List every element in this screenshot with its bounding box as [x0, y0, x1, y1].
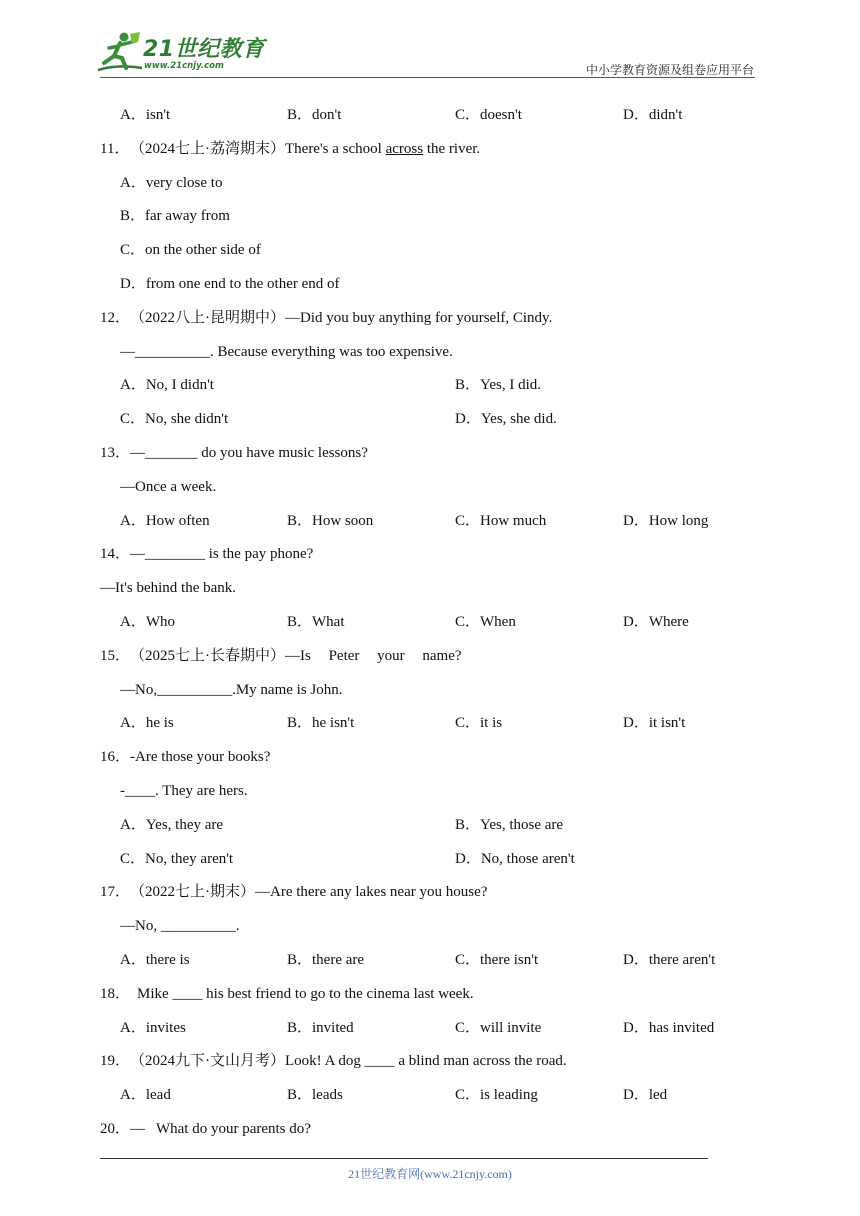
q11-option-a[interactable]: A．very close to: [120, 174, 223, 191]
q16-number: 16．: [100, 749, 131, 766]
q15-answer-line: [120, 674, 343, 708]
q14-option-b[interactable]: B．What: [287, 613, 345, 630]
q17-option-d[interactable]: D．there aren't: [623, 951, 716, 968]
q15-option-b[interactable]: B．he isn't: [287, 715, 355, 732]
q16-stem: [0, 741, 860, 775]
q18-option-c[interactable]: C．will invite: [455, 1019, 542, 1036]
q15-number: 15．: [100, 647, 131, 664]
q13-option-b[interactable]: B．How soon: [287, 512, 374, 529]
q18-options: [0, 1012, 860, 1046]
q11-underlined-word: across: [385, 140, 424, 157]
q12-options-row2: [0, 403, 860, 437]
q12-stem: [0, 302, 860, 336]
header-divider: [100, 77, 755, 78]
q15-line2: [0, 674, 860, 708]
q18-option-a[interactable]: A．invites: [120, 1019, 186, 1036]
q19-option-c[interactable]: C．is leading: [455, 1087, 538, 1104]
q19-options: [0, 1079, 860, 1113]
q10-option-c[interactable]: C．doesn't: [455, 107, 522, 123]
q14-text: —________ is the pay phone?: [130, 546, 314, 563]
q15-answer-blank: __________: [157, 681, 233, 698]
q11-text-prefix: （2024七上·荔湾期末）There's a school: [130, 140, 386, 157]
q15-option-c[interactable]: C．it is: [455, 715, 503, 732]
q10-option-b[interactable]: B．don't: [287, 107, 342, 123]
logo-text: 21世纪教育: [143, 37, 265, 62]
q18-text: Mike ____ his best friend to go to the cinema last week.: [137, 985, 474, 1002]
q11-option-b[interactable]: B．far away from: [120, 208, 230, 225]
q12-text: （2022八上·昆明期中）—Did you buy anything for yourself, Cindy.: [130, 309, 553, 326]
q13-stem: [0, 437, 860, 471]
q17-option-b[interactable]: B．there are: [287, 951, 365, 968]
q15-option-a[interactable]: A．he is: [120, 715, 174, 732]
q13-number: 13．: [100, 444, 131, 461]
q15-text: （2025七上·长春期中）—Is Peter your name?: [130, 647, 462, 664]
q19-stem: [0, 1045, 860, 1079]
page-header: [0, 0, 860, 80]
footer-divider: [100, 1158, 708, 1159]
q19-option-b[interactable]: B．leads: [287, 1087, 343, 1104]
q12-answer-line: —__________. Because everything was too expensive.: [120, 343, 453, 360]
q12-option-b[interactable]: B．Yes, I did.: [455, 377, 541, 394]
q17-text: （2022七上·期末）—Are there any lakes near you house?: [130, 884, 488, 901]
q11-option-c[interactable]: C．on the other side of: [120, 242, 261, 259]
q17-answer-line: —No, __________.: [120, 918, 240, 935]
q11-option-c-row: [0, 234, 860, 268]
q17-options: [0, 944, 860, 978]
q16-options-row1: [0, 809, 860, 843]
q17-option-a[interactable]: A．there is: [120, 951, 190, 968]
q13-option-d[interactable]: D．How long: [623, 512, 709, 529]
q11-option-d-row: [0, 268, 860, 302]
q16-text: -Are those your books?: [130, 749, 271, 766]
q15-options: [0, 707, 860, 741]
q20-number: 20．: [100, 1120, 131, 1137]
q18-option-b[interactable]: B．invited: [287, 1019, 354, 1036]
q17-stem: [0, 876, 860, 910]
footer-text: 21世纪教育网(www.21cnjy.com): [348, 1167, 512, 1181]
q10-options: [0, 99, 860, 133]
q10-option-a[interactable]: A．isn't: [120, 107, 171, 123]
q14-stem: [0, 538, 860, 572]
platform-title: 中小学教育资源及组卷应用平台: [585, 63, 754, 77]
q16-option-d[interactable]: D．No, those aren't: [455, 850, 575, 867]
q14-options: [0, 606, 860, 640]
q16-line2: [0, 775, 860, 809]
logo-url: www.21cnjy.com: [144, 61, 224, 71]
q14-answer-line: —It's behind the bank.: [100, 580, 237, 597]
q15-answer-prefix: —No,: [120, 681, 158, 698]
q18-stem: [0, 978, 860, 1012]
q14-option-a[interactable]: A．Who: [120, 613, 175, 630]
q13-answer-line: —Once a week.: [120, 478, 217, 495]
q20-stem: [0, 1113, 860, 1147]
q12-option-a[interactable]: A．No, I didn't: [120, 377, 214, 394]
question-list: [0, 99, 860, 1147]
logo: [92, 30, 265, 78]
q20-text: — What do your parents do?: [130, 1120, 311, 1137]
q19-number: 19．: [100, 1053, 131, 1070]
q15-option-d[interactable]: D．it isn't: [623, 715, 686, 732]
q17-number: 17．: [100, 884, 131, 901]
q11-text: [130, 133, 480, 167]
q17-option-c[interactable]: C．there isn't: [455, 951, 539, 968]
q16-option-a[interactable]: A．Yes, they are: [120, 816, 224, 833]
q14-number: 14．: [100, 546, 131, 563]
q12-option-c[interactable]: C．No, she didn't: [120, 411, 229, 428]
q18-option-d[interactable]: D．has invited: [623, 1019, 715, 1036]
q13-line2: [0, 471, 860, 505]
q12-option-d[interactable]: D．Yes, she did.: [455, 411, 557, 428]
q11-option-b-row: [0, 200, 860, 234]
q13-option-a[interactable]: A．How often: [120, 512, 210, 529]
q11-stem: [0, 133, 860, 167]
q16-option-b[interactable]: B．Yes, those are: [455, 816, 564, 833]
q13-options: [0, 505, 860, 539]
q19-option-d[interactable]: D．led: [623, 1087, 668, 1104]
q15-answer-suffix: .My name is John.: [232, 681, 343, 698]
q11-number: 11．: [100, 140, 130, 157]
q16-answer-line: -____. They are hers.: [120, 782, 248, 799]
q13-text: —_______ do you have music lessons?: [130, 444, 368, 461]
q12-options-row1: [0, 369, 860, 403]
q18-number: 18．: [100, 985, 131, 1002]
q10-option-d[interactable]: D．didn't: [623, 107, 683, 123]
q11-text-suffix: the river.: [423, 140, 481, 157]
q16-options-row2: [0, 843, 860, 877]
q19-option-a[interactable]: A．lead: [120, 1087, 171, 1104]
q16-option-c[interactable]: C．No, they aren't: [120, 850, 234, 867]
q14-option-c[interactable]: C．When: [455, 613, 516, 630]
q14-option-d[interactable]: D．Where: [623, 613, 689, 630]
q14-line2: [0, 572, 860, 606]
q11-option-a-row: [0, 167, 860, 201]
q12-number: 12．: [100, 309, 131, 326]
q17-line2: [0, 910, 860, 944]
q11-option-d[interactable]: D．from one end to the other end of: [120, 275, 340, 292]
q13-option-c[interactable]: C．How much: [455, 512, 547, 529]
q12-line2: [0, 336, 860, 370]
runner-logo-icon: [92, 30, 144, 76]
q15-stem: [0, 640, 860, 674]
q19-text: （2024九下·文山月考）Look! A dog ____ a blind man across the road.: [130, 1053, 567, 1070]
